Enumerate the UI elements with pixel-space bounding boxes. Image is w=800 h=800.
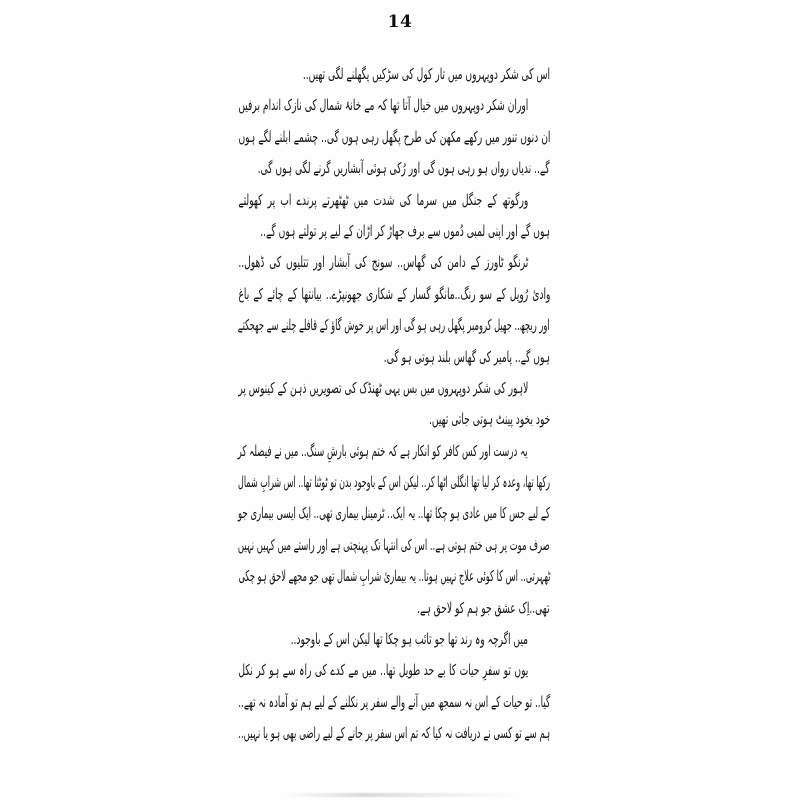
text-line	[238, 247, 550, 278]
text-line	[238, 122, 550, 153]
text-line-content: اور ریچھ.. جھیل کرومبر پگھل رہی ہو گی اور اس پر خوش گاؤ کے قافلے چلنے سے جھجکتے	[238, 316, 550, 335]
text-line-content: کے لیے جس کا میں عادی ہو چکا تھا.. یہ ایک.. ٹرمینل بیماری تھی.. ایک ایسی بیماری جو	[238, 504, 550, 523]
text-line-content: لاہور کی شکر دوپہروں میں بس یہی ٹھنڈک کی تصویریں ذہن کے کینوس پر	[238, 378, 528, 397]
text-line	[238, 90, 550, 121]
text-line-content: ہم سے تو کسی نے دریافت نہ کیا کہ تم اس سفر پر جانے کے لیے راضی بھی ہو یا نہیں..	[238, 724, 550, 743]
paragraph	[238, 373, 550, 436]
body-text	[238, 59, 550, 750]
text-line-content: اس کی شکر دوپہروں میں تار کول کی سڑکیں پگھلنے لگی تھیں..	[302, 65, 550, 83]
text-line-content: ٹرنگو ٹاورز کے دامن کی گھاس.. سونج کی آبشار اور تتلیوں کی ڈھول..	[238, 253, 528, 272]
text-line-content: یوں تو سفرِ حیات کا بے حد طویل تھا.. میں مے کدے کی راہ سے ہو کر نکل	[238, 661, 528, 680]
scan-edge-artifact	[285, 793, 520, 797]
text-line	[238, 718, 550, 749]
text-line-content: ہوں گے اور اپنی لمبی دُموں سے برف جھاڑ کر اڑان کے لیے پر تولتے ہوں گے..	[260, 221, 550, 240]
text-line-content: ورگوتھ کے جنگل میں سرما کی شدت میں ٹھٹھرتے پرندے اب پر کھولتے	[238, 190, 528, 209]
paragraph	[238, 247, 550, 373]
text-line	[238, 373, 550, 404]
text-line	[238, 185, 550, 216]
text-line	[238, 342, 550, 373]
text-line-content: وادیٔ رُوپل کے سو رنگ..مانگو گسار کے شکاری جھونپڑے.. بیانتھا کے چائے کے باغ	[237, 284, 550, 303]
text-line	[238, 593, 550, 624]
text-line	[238, 436, 550, 467]
text-line-content: اوران شکر دوپہروں میں خیال آتا تھا کہ مے خانۂ شمال کی نازک اندام برفیں	[238, 96, 528, 115]
text-line	[238, 153, 550, 184]
text-line-content: خود بخود پینٹ ہوتی جاتی تھیں.	[428, 410, 550, 429]
text-line	[238, 216, 550, 247]
text-line	[238, 59, 550, 90]
text-line	[238, 655, 550, 686]
text-line-content: ان دنوں تنور میں رکھے مکھن کی طرح پگھل رہی ہوں گی.. چشمے ابلنے لگے ہوں	[237, 127, 550, 146]
text-line	[238, 279, 550, 310]
text-line	[238, 467, 550, 498]
paragraph	[238, 624, 550, 655]
text-line-content: گے.. ندیاں رواں ہو رہی ہوں گی اور رُکی ہوئی آبشاریں گرنے لگی ہوں گی.	[258, 159, 550, 178]
paragraph	[238, 655, 550, 749]
paragraph	[238, 436, 550, 624]
text-line	[238, 498, 550, 529]
paragraph	[238, 90, 550, 184]
text-line	[238, 561, 550, 592]
text-line	[238, 530, 550, 561]
text-line-content: ٹھہرتی.. اس کا کوئی علاج نہیں ہوتا.. یہ بیماریٔ شرابِ شمال تھی جو مجھے لاحق ہو چکی	[238, 567, 550, 586]
paragraph	[238, 185, 550, 248]
paragraph	[238, 59, 550, 90]
text-line-content: یہ درست اور کس کافر کو انکار ہے کہ ختم ہوئی بارشِ سنگ.. میں نے فیصلہ کر	[238, 441, 528, 460]
text-line-content: صرف موت پر ہی ختم ہوتی ہے.. اس کی انتہا تک پہنچتی ہے اور راستے میں کہیں نہیں	[238, 535, 550, 554]
text-line-content: رکھا تھا، وعدہ کر لیا تھا انگلی اٹھا کر.. لیکن اس کے باوجود بدن تو ٹوٹتا تھا.. اس شرابِ شمال	[238, 473, 550, 492]
text-line-content: ہوں گے.. پامیر کی گھاس بلند ہوتی ہو گی.	[383, 347, 550, 366]
text-line-content: میں اگرچہ وہ رند تھا جو تائب ہو چکا تھا لیکن اس کے باوجود..	[290, 630, 528, 649]
page-number: 14	[387, 12, 413, 32]
text-line	[238, 404, 550, 435]
text-line-content: گیا.. تو حیات کے اس نہ سمجھ میں آنے والے سفر پر نکلنے کے لیے ہم تو آمادہ نہ تھے..	[238, 692, 550, 711]
text-line-content: تھی..اِک عشق جو ہم کو لاحق ہے.	[417, 598, 550, 617]
text-line	[238, 687, 550, 718]
text-line	[238, 624, 550, 655]
text-line	[238, 310, 550, 341]
